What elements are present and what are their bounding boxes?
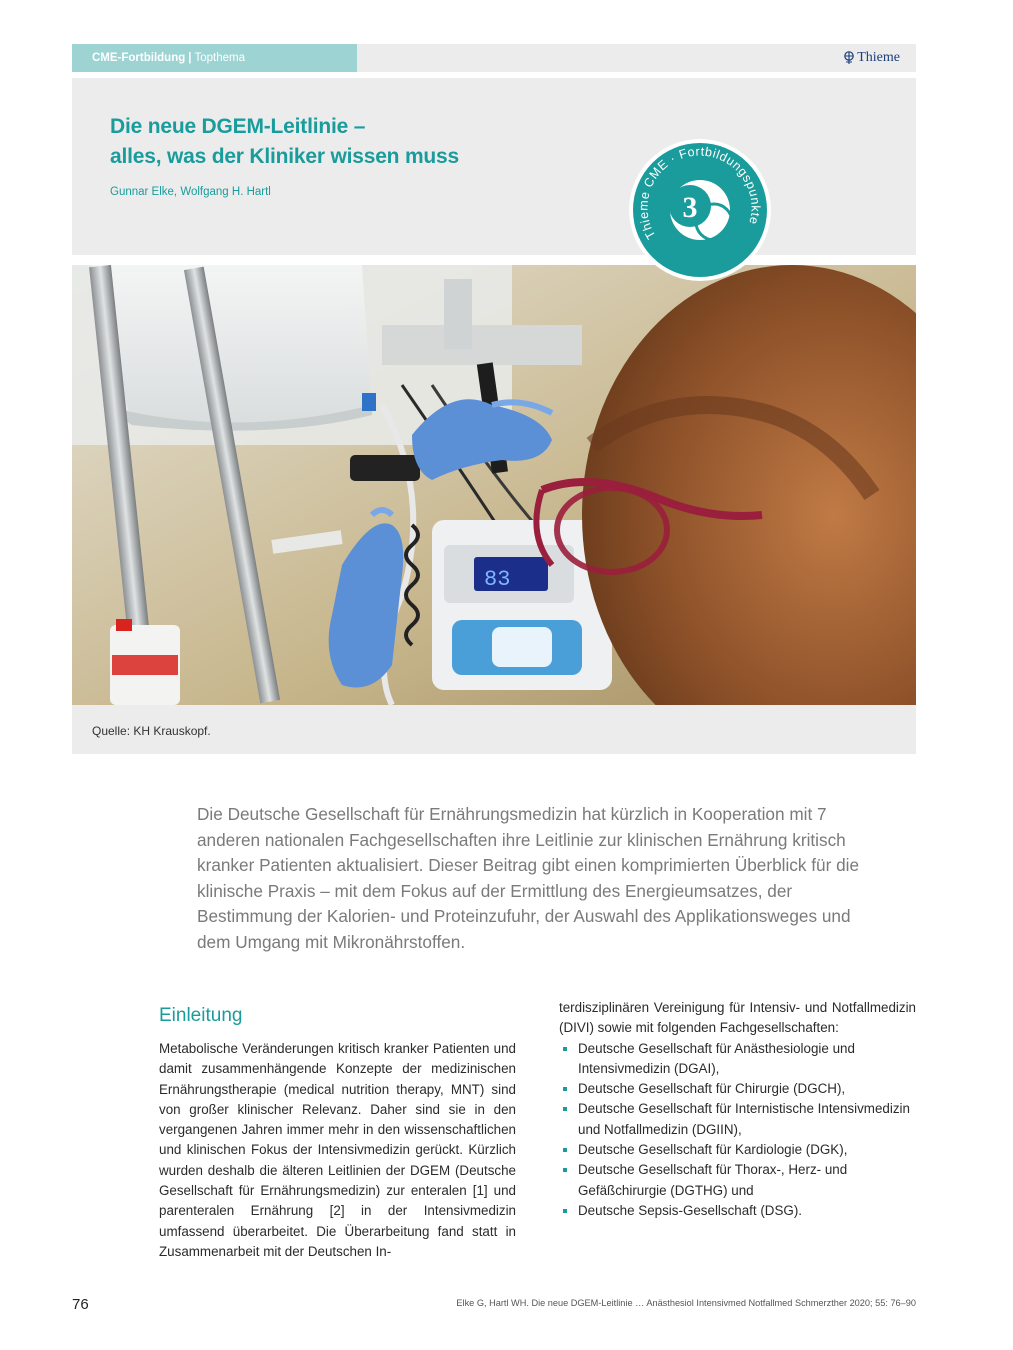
- caption-panel: [72, 705, 916, 754]
- pump-display-value: 83: [484, 567, 511, 592]
- list-item: Deutsche Gesellschaft für Chirurgie (DGCH),: [559, 1079, 916, 1099]
- section-heading: Einleitung: [159, 1005, 243, 1026]
- footer-citation: Elke G, Hartl WH. Die neue DGEM-Leitlinie … Anästhesiol Intensivmed Notfallmed Schmerzther 2020; 55: 76–90: [456, 1298, 916, 1308]
- list-item: Deutsche Gesellschaft für Kardiologie (DGK),: [559, 1140, 916, 1160]
- header-topic: Topthema: [194, 52, 245, 64]
- article-title: [110, 112, 459, 172]
- header-separator: |: [188, 52, 192, 64]
- list-item: Deutsche Gesellschaft für Thorax-, Herz- und Gefäßchirurgie (DGTHG) und: [559, 1160, 916, 1201]
- badge-arc-text: Thieme CME · Fortbildungspunkte: [636, 144, 763, 242]
- section-right-intro: terdisziplinären Vereinigung für Intensiv- und Notfallmedizin (DIVI) sowie mit folgenden Fachgesellschaften:: [559, 1000, 916, 1036]
- thieme-logo: [843, 50, 900, 66]
- article-authors: Gunnar Elke, Wolfgang H. Hartl: [110, 186, 271, 198]
- article-title-line-1: Die neue DGEM-Leitlinie –: [110, 115, 366, 138]
- thieme-emblem-icon: [843, 51, 855, 65]
- society-list: [559, 1039, 916, 1222]
- cme-points-badge: [628, 138, 772, 282]
- list-item: Deutsche Sepsis-Gesellschaft (DSG).: [559, 1201, 916, 1221]
- section-body-right: [559, 998, 916, 1221]
- badge-points-number: 3: [682, 191, 698, 224]
- article-photo: [72, 265, 916, 705]
- list-item: Deutsche Gesellschaft für Internistische Intensivmedizin und Notfallmedizin (DGIIN),: [559, 1099, 916, 1140]
- photo-caption: Quelle: KH Krauskopf.: [92, 724, 211, 738]
- article-title-line-2: alles, was der Kliniker wissen muss: [110, 145, 460, 168]
- header-bar: [72, 44, 916, 72]
- header-category: CME-Fortbildung: [92, 52, 186, 64]
- publisher-name: Thieme: [857, 50, 900, 65]
- title-panel: [72, 78, 916, 255]
- page-number: 76: [72, 1296, 89, 1313]
- header-category-tag: [72, 44, 357, 72]
- section-body-left: Metabolische Veränderungen kritisch kranker Patienten und damit zusammenhängende Konzepte der medizinischen Ernährungstherapie (medical nutrition therapy, MNT) sind von großer klinischer Relevanz. Daher sind sie in den vergangenen Jahren immer mehr in den wissenschaftlichen und klinischen Fokus der Intensivmedizin gerückt. Kürzlich wurden deshalb die älteren Leitlinien der DGEM (Deutsche Gesellschaft für Ernährungsmedizin) zur enteralen [1] und parenteralen Ernährung [2] in der Intensivmedizin umfassend überarbeitet. Die Überarbeitung fand statt in Zusammenarbeit mit der Deutschen In-: [159, 1041, 516, 1259]
- list-item: Deutsche Gesellschaft für Anästhesiologie und Intensivmedizin (DGAI),: [559, 1039, 916, 1080]
- article-abstract: Die Deutsche Gesellschaft für Ernährungsmedizin hat kürzlich in Kooperation mit 7 anderen nationalen Fachgesellschaften ihre Leitlinie zur klinischen Ernährung kritisch kranker Patienten aktualisiert. Dieser Beitrag gibt einen komprimierten Überblick für die klinische Praxis – mit dem Fokus auf der Ermittlung des Energieumsatzes, der Bestimmung der Kalorien- und Proteinzufuhr, der Auswahl des Applikationsweges und dem Umgang mit Mikronährstoffen.: [197, 804, 860, 952]
